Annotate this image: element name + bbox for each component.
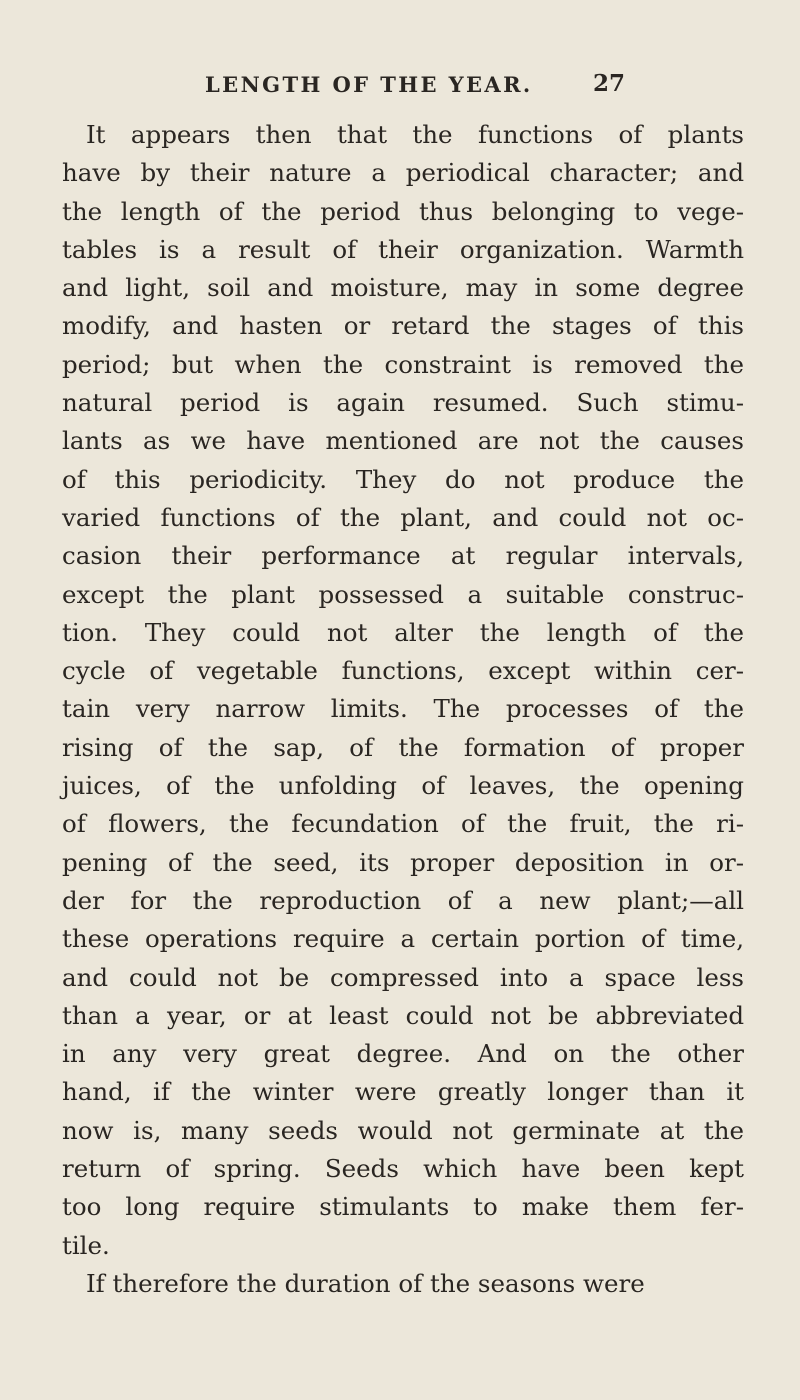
text-line: natural period is again resumed. Such stimu- xyxy=(62,388,744,418)
running-title: LENGTH OF THE YEAR. xyxy=(205,72,533,97)
page-number: 27 xyxy=(592,70,625,97)
text-line: period; but when the constraint is removed the xyxy=(62,349,744,379)
text-line: of this periodicity. They do not produce the xyxy=(62,464,744,494)
text-line: and light, soil and moisture, may in some degree xyxy=(62,273,744,303)
page-header xyxy=(205,72,625,108)
text-line: now is, many seeds would not germinate at the xyxy=(62,1115,744,1145)
text-line: It appears then that the functions of plants xyxy=(86,120,744,149)
text-line: tion. They could not alter the length of the xyxy=(62,617,744,647)
text-line: except the plant possessed a suitable construc- xyxy=(62,579,744,609)
text-line: der for the reproduction of a new plant;—all xyxy=(62,885,744,915)
text-line: casion their performance at regular intervals, xyxy=(62,541,744,571)
text-line: cycle of vegetable functions, except within cer- xyxy=(62,656,744,686)
text-line: tile. xyxy=(62,1230,110,1260)
text-line: pening of the seed, its proper deposition in or- xyxy=(62,847,744,877)
text-line: tables is a result of their organization. Warmth xyxy=(62,234,744,264)
text-line: varied functions of the plant, and could not oc- xyxy=(62,502,744,532)
text-line: the length of the period thus belonging to vege- xyxy=(62,196,744,226)
text-line: tain very narrow limits. The processes of the xyxy=(62,694,744,724)
text-line: these operations require a certain portion of time, xyxy=(62,924,744,954)
text-line: of flowers, the fecundation of the fruit, the ri- xyxy=(62,809,744,839)
text-line: have by their nature a periodical character; and xyxy=(62,158,744,188)
text-line: than a year, or at least could not be abbreviated xyxy=(62,1000,744,1030)
text-line: in any very great degree. And on the other xyxy=(62,1039,744,1069)
text-line: rising of the sap, of the formation of proper xyxy=(62,732,744,762)
text-line: and could not be compressed into a space less xyxy=(62,962,744,992)
text-line: modify, and hasten or retard the stages of this xyxy=(62,311,744,341)
text-line: lants as we have mentioned are not the causes xyxy=(62,426,744,456)
text-line: hand, if the winter were greatly longer than it xyxy=(62,1077,744,1107)
text-line: too long require stimulants to make them fer- xyxy=(62,1192,744,1222)
text-line: juices, of the unfolding of leaves, the opening xyxy=(62,771,744,801)
body-text xyxy=(62,116,744,1303)
text-line: If therefore the duration of the seasons were xyxy=(86,1268,645,1298)
text-line: return of spring. Seeds which have been kept xyxy=(62,1154,744,1184)
